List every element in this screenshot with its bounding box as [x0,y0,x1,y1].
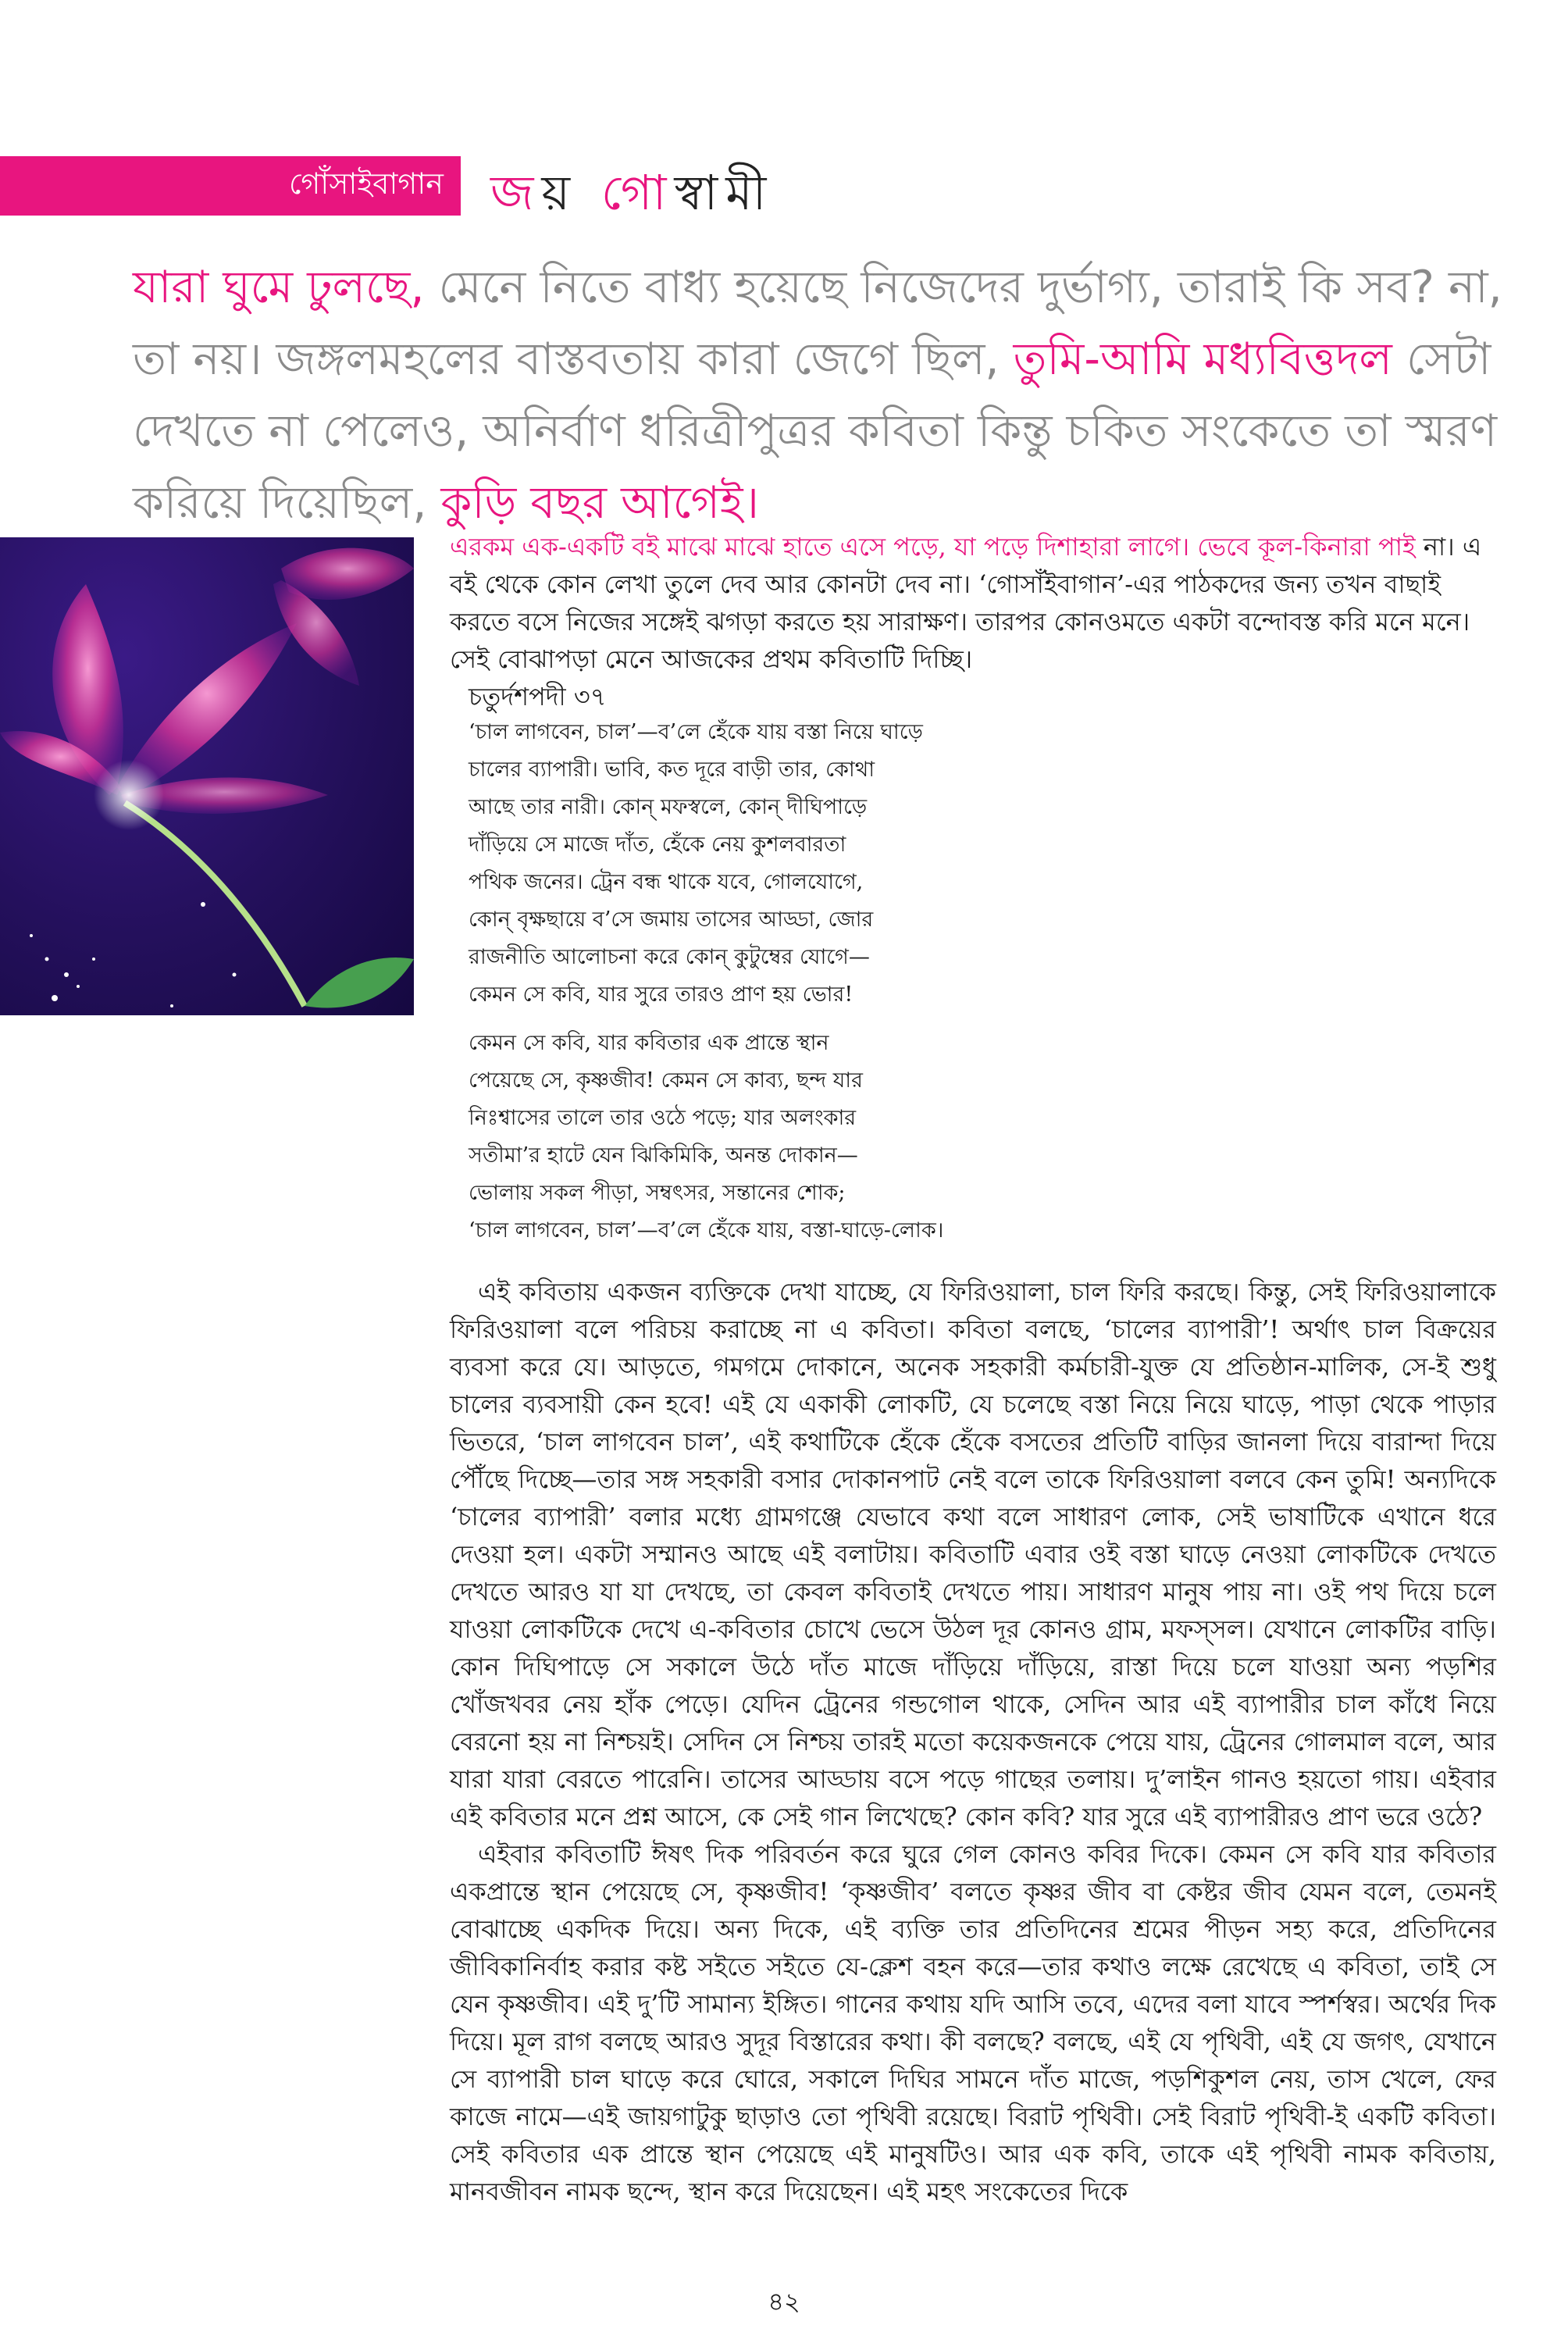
poem-line: কেমন সে কবি, যার সুরে তারও প্রাণ হয় ভোর! [469,982,853,1007]
poem-title: চতুর্দশপদী ৩৭ [469,682,607,711]
pull-quote [133,251,1507,539]
author-name [490,156,774,237]
poem-line: পথিক জনের। ট্রেন বন্ধ থাকে যবে, গোলযোগে, [469,870,864,894]
author-part: স্বা [674,164,726,221]
author-part: মী [725,164,775,221]
section-title: গোঁসাইবাগান [288,166,444,201]
poem-line: নিঃশ্বাসের তালে তার ওঠে পড়ে; যার অলংকার [469,1106,857,1130]
pull-quote-text: সেটা দেখতে না পেলেও, অনির্বাণ ধরিত্রীপুত্রর কবিতা কিন্তু চকিত সংকেতে তা স্মরণ করিয়ে দিয়েছিল, [133,333,1498,529]
poem-line: রাজনীতি আলোচনা করে কোন্ কুটুম্বের যোগে— [469,945,870,969]
flower-center-glow [94,760,164,830]
leaf [305,957,414,1007]
pull-quote-highlight: তুমি-আমি মধ্যবিত্তদল [1013,333,1392,385]
poem-line: দাঁড়িয়ে সে মাজে দাঁত, হেঁকে নেয় কুশলবারতা [469,833,846,857]
flower-petals [0,548,414,814]
flower-illustration [0,537,414,1015]
pull-quote-highlight: কুড়ি বছর আগেই। [440,477,759,529]
body-paragraph: এইবার কবিতাটি ঈষৎ দিক পরিবর্তন করে ঘুরে গেল কোনও কবির দিকে। কেমন সে কবি যার কবিতার একপ্রান্তে স্থান পেয়েছে সে, কৃষ্ণজীব! ‘কৃষ্ণজীব’ বলতে কৃষ্ণর জীব বা কেষ্টর জীব যেমন বলে, তেমনই বোঝাচ্ছে একদিক দিয়ে। অন্য দিকে, এই ব্যক্তি তার প্রতিদিনের শ্রমের পীড়ন সহ্য করে, প্রতিদিনের জীবিকানির্বাহ করার কষ্ট সইতে সইতে যে-ক্লেশ বহন করে—তার কথাও লক্ষে রেখেছে এ কবিতা, তাই সে যেন কৃষ্ণজীব। এই দু’টি সামান্য ইঙ্গিত। গানের কথায় যদি আসি তবে, এদের বলা যাবে স্পর্শস্বর। অর্থের দিক দিয়ে। মূল রাগ বলছে আরও সুদূর বিস্তারের কথা। কী বলছে? বলছে, এই যে পৃথিবী, এই যে জগৎ, যেখানে সে ব্যাপারী চাল ঘাড়ে করে ঘোরে, সকালে দিঘির সামনে দাঁত মাজে, পড়শিকুশল নেয়, তাস খেলে, ফের কাজে নামে—এই জায়গাটুকু ছাড়াও তো পৃথিবী রয়েছে। বিরাট পৃথিবী। সেই বিরাট পৃথিবী-ই একটি কবিতা। সেই কবিতার এক প্রান্তে স্থান পেয়েছে এই মানুষটিও। আর এক কবি, তাকে এই পৃথিবী নামক কবিতায়, মানবজীবন নামক ছন্দে, স্থান করে দিয়েছেন। এই মহৎ সংকেতের দিকে [450,1839,1496,2206]
poem-stanza-2 [469,1025,943,1250]
poem-line: আছে তার নারী। কোন্ মফস্বলে, কোন্ দীঘিপাড়ে [469,795,868,819]
article-body [450,1273,1496,2210]
poem-line: ‘চাল লাগবেন, চাল’—ব’লে হেঁকে যায়, বস্তা-ঘাড়ে-লোক। [469,1218,944,1243]
body-paragraph: এই কবিতায় একজন ব্যক্তিকে দেখা যাচ্ছে, যে ফিরিওয়ালা, চাল ফিরি করছে। কিন্তু, সেই ফিরিওয়ালাকে ফিরিওয়ালা বলে পরিচয় করাচ্ছে না এ কবিতা। কবিতা বলছে, ‘চালের ব্যাপারী’! অর্থাৎ চাল বিক্রয়ের ব্যবসা করে যে। আড়তে, গমগমে দোকানে, অনেক সহকারী কর্মচারী-যুক্ত যে প্রতিষ্ঠান-মালিক, সে-ই শুধু চালের ব্যবসায়ী কেন হবে! এই যে একাকী লোকটি, যে চলেছে বস্তা নিয়ে নিয়ে ঘাড়ে, পাড়া থেকে পাড়ার ভিতরে, ‘চাল লাগবেন চাল’, এই কথাটিকে হেঁকে হেঁকে বসতের প্রতিটি বাড়ির জানলা দিয়ে বারান্দা দিয়ে পৌঁছে দিচ্ছে—তার সঙ্গ সহকারী বসার দোকানপাট নেই বলে তাকে ফিরিওয়ালা বলবে কেন তুমি! অন্যদিকে ‘চালের ব্যাপারী’ বলার মধ্যে গ্রামগঞ্জে যেভাবে কথা বলে সাধারণ লোক, সেই ভাষাটিকে এখানে ধরে দেওয়া হল। একটা সম্মানও আছে এই বলাটায়। কবিতাটি এবার ওই বস্তা ঘাড়ে নেওয়া লোকটিকে দেখতে দেখতে আরও যা যা দেখছে, তা কেবল কবিতাই দেখতে পায়। সাধারণ মানুষ পায় না। ওই পথ দিয়ে চলে যাওয়া লোকটিকে দেখে এ-কবিতার চোখে ভেসে উঠল দূর কোনও গ্রাম, মফস্সল। যেখানে লোকটির বাড়ি। কোন দিঘিপাড়ে সে সকালে উঠে দাঁত মাজে দাঁড়িয়ে দাঁড়িয়ে, রাস্তা দিয়ে চলে যাওয়া অন্য পড়শির খোঁজখবর নেয় হাঁক পেড়ে। যেদিন ট্রেনের গন্ডগোল থাকে, সেদিন আর এই ব্যাপারীর চাল কাঁধে নিয়ে বেরনো হয় না নিশ্চয়ই। সেদিন সে নিশ্চয় তারই মতো কয়েকজনকে পেয়ে যায়, ট্রেনের গোলমাল বলে, আর যারা যারা বেরতে পারেনি। তাসের আড্ডায় বসে পড়ে গাছের তলায়। দু’লাইন গানও হয়তো গায়। এইবার এই কবিতার মনে প্রশ্ন আসে, কে সেই গান লিখেছে? কোন কবি? যার সুরে এই ব্যাপারীরও প্রাণ ভরে ওঠে? [450,1277,1496,1831]
section-banner [0,156,461,216]
poem-line: চালের ব্যাপারী। ভাবি, কত দূরে বাড়ী তার, কোথা [469,758,875,782]
author-part: য় [541,164,579,221]
sparkles [30,902,237,1007]
hero-flower-image [0,537,414,1015]
poem-line: পেয়েছে সে, কৃষ্ণজীব! কেমন সে কাব্য, ছন্দ যার [469,1068,863,1093]
pull-quote-highlight: যারা ঘুমে ঢুলছে, [133,262,425,313]
pull-quote-text: মেনে নিতে বাধ্য হয়েছে নিজেদের দুর্ভাগ্য, তারাই কি সব? না, তা নয়। জঙ্গলমহলের বাস্তবতায় কারা জেগে ছিল, [133,262,1502,385]
intro-rest: না। এ বই থেকে কোন লেখা তুলে দেব আর কোনটা দেব না। ‘গোসাঁইবাগান’-এর পাঠকদের জন্য তখন বাছাই করতে বসে নিজের সঙ্গেই ঝগড়া করতে হয় সারাক্ষণ। তারপর কোনওমতে একটা বন্দোবস্ত করি মনে মনে। সেই বোঝাপড়া মেনে আজকের প্রথম কবিতাটি দিচ্ছি। [450,532,1482,674]
intro-paragraph [450,528,1496,678]
page-number: ৪২ [768,2287,800,2316]
intro-lead: এরকম এক-একটি বই মাঝে মাঝে হাতে এসে পড়ে, যা পড়ে দিশাহারা লাগে। ভেবে কূল-কিনারা পাই [450,532,1416,562]
poem-line: ‘চাল লাগবেন, চাল’—ব’লে হেঁকে যায় বস্তা নিয়ে ঘাড়ে [469,720,923,744]
intro-text [450,528,1496,678]
poem-line: ভোলায় সকল পীড়া, সম্বৎসর, সন্তানের শোক; [469,1181,846,1205]
poem-line: কোন্ বৃক্ষছায়ে ব’সে জমায় তাসের আড্ডা, জোর [469,908,874,932]
poem-line: কেমন সে কবি, যার কবিতার এক প্রান্তে স্থান [469,1031,829,1055]
poem-stanza-1 [469,714,923,1014]
author-part: গো [578,164,675,221]
author-part: জ [490,164,542,221]
flower-stem [125,803,305,1006]
poem-line: সতীমা’র হাটে যেন ঝিকিমিকি, অনন্ত দোকান— [469,1143,858,1168]
